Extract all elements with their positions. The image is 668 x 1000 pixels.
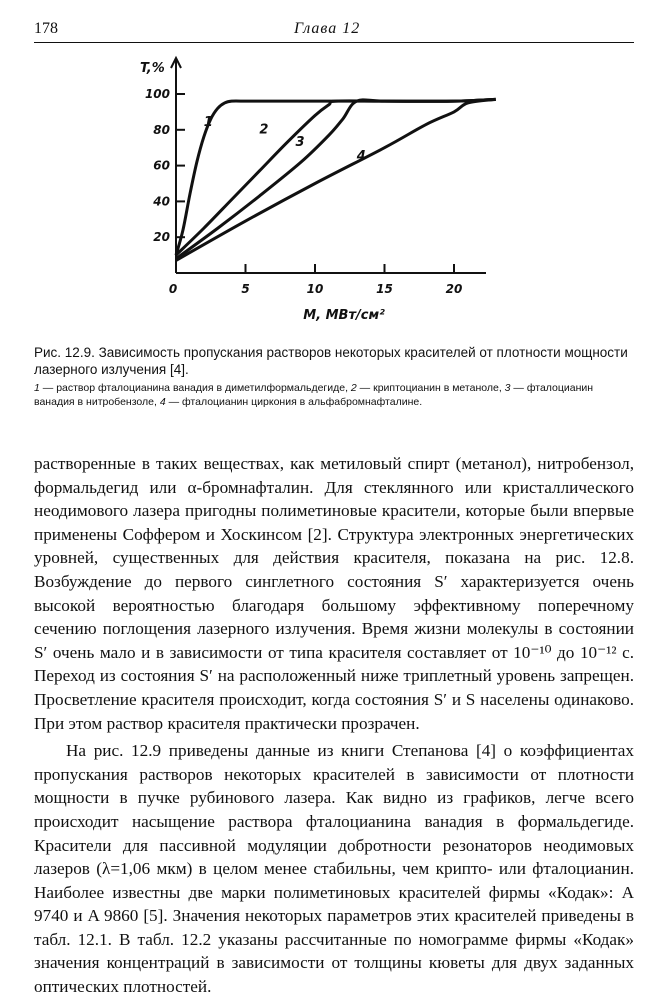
legend-text: криптоцианин в метаноле, (373, 382, 502, 394)
y-tick-label: 100 (144, 87, 170, 101)
curve-label-1: 1 (203, 115, 213, 131)
caption-legend: 1 — раствор фталоцианина ванадия в диметилформальдегиде, 2 — криптоцианин в метаноле, 3 — фталоцианин ванадия в нитробензоле, 4 — фталоцианин циркония в альфабромнафталине. (34, 382, 594, 408)
x-tick-label: 15 (376, 282, 393, 296)
paragraph: растворенные в таких веществах, как метиловый спирт (метанол), нитробензол, формальдегид или α-бромнафталин. Для стеклянного или кристаллического неодимового лазера пригодны полиметиновые красители, которые были впервые применены Соффером и Хоскинсом [2]. Структура электронных энергетических уровней, существенных для действия красителя, показана на рис. 12.8. Возбуждение до первого синглетного состояния S′ характеризуется очень высокой вероятностью благодаря большому эффективному поперечному сечению поглощения лазерного излучения. Время жизни молекулы в состоянии S′ очень мало и в зависимости от типа красителя составляет от 10⁻¹⁰ до 10⁻¹² с. Переход из состояния S′ на расположенный ниже триплетный уровень запрещен. Просветление красителя происходит, когда состояния S′ и S населены одинаково. При этом раствор красителя практически прозрачен. (34, 454, 634, 733)
x-tick-label: 0 (168, 282, 178, 296)
y-tick-label: 20 (153, 230, 170, 245)
chart-axes (171, 58, 486, 273)
x-axis-label: M, МВт/см² (303, 308, 385, 323)
caption-title: Рис. 12.9. Зависимость пропускания растворов некоторых красителей от плотности мощности лазерного излучения [4]. (34, 345, 628, 377)
legend-number: 3 (504, 382, 511, 394)
y-tick-label: 80 (153, 122, 170, 137)
paragraph: На рис. 12.9 приведены данные из книги Степанова [4] о коэффициентах пропускания растворов некоторых красителей в зависимости от плотности мощности в пучке рубинового лазера. Как видно из графиков, легче всего происходит насыщение раствора фталоцианина ванадия в формальдегиде. Красители для пассивной модуляции добротности резонаторов неодимовых лазеров (λ=1,06 мкм) в целом менее стабильны, чем крипто- или фталоцианин. Наиболее известны две марки полиметиновых красителей фирмы «Кодак»: A 9740 и A 9860 [5]. Значения некоторых параметров этих красителей приведены в табл. 12.1. В табл. 12.2 указаны рассчитанные по номограмме фирмы «Кодак» значения концентраций в зависимости от толщины кюветы для двух заданных оптических плотностей. (34, 741, 634, 997)
y-tick-label: 40 (153, 194, 170, 209)
chart-curves (176, 99, 496, 260)
x-tick-label: 5 (241, 282, 250, 296)
curve-label-2: 2 (259, 122, 269, 138)
legend-text: фталоцианин циркония в альфабромнафталине. (182, 395, 423, 408)
legend-number: 4 (159, 395, 166, 408)
legend-text: раствор фталоцианина ванадия в диметилформальдегиде, (56, 382, 348, 394)
x-tick-label: 20 (445, 282, 463, 296)
body-text (34, 452, 634, 999)
y-axis-label: T,% (140, 61, 165, 76)
figure-caption (34, 344, 634, 409)
running-header (34, 18, 634, 43)
transmission-chart (130, 55, 510, 330)
chapter-title: Глава 12 (294, 20, 361, 37)
page-number: 178 (34, 20, 58, 37)
y-tick-label: 60 (153, 158, 170, 173)
curve-4 (176, 99, 496, 260)
legend-number: 2 (350, 382, 357, 394)
curve-label-4: 4 (356, 149, 366, 165)
legend-text: фталоцианин ванадия в нитробензоле, (34, 382, 594, 408)
curve-label-3: 3 (295, 134, 305, 150)
legend-number: 1 (34, 382, 40, 394)
x-tick-label: 10 (306, 282, 324, 296)
